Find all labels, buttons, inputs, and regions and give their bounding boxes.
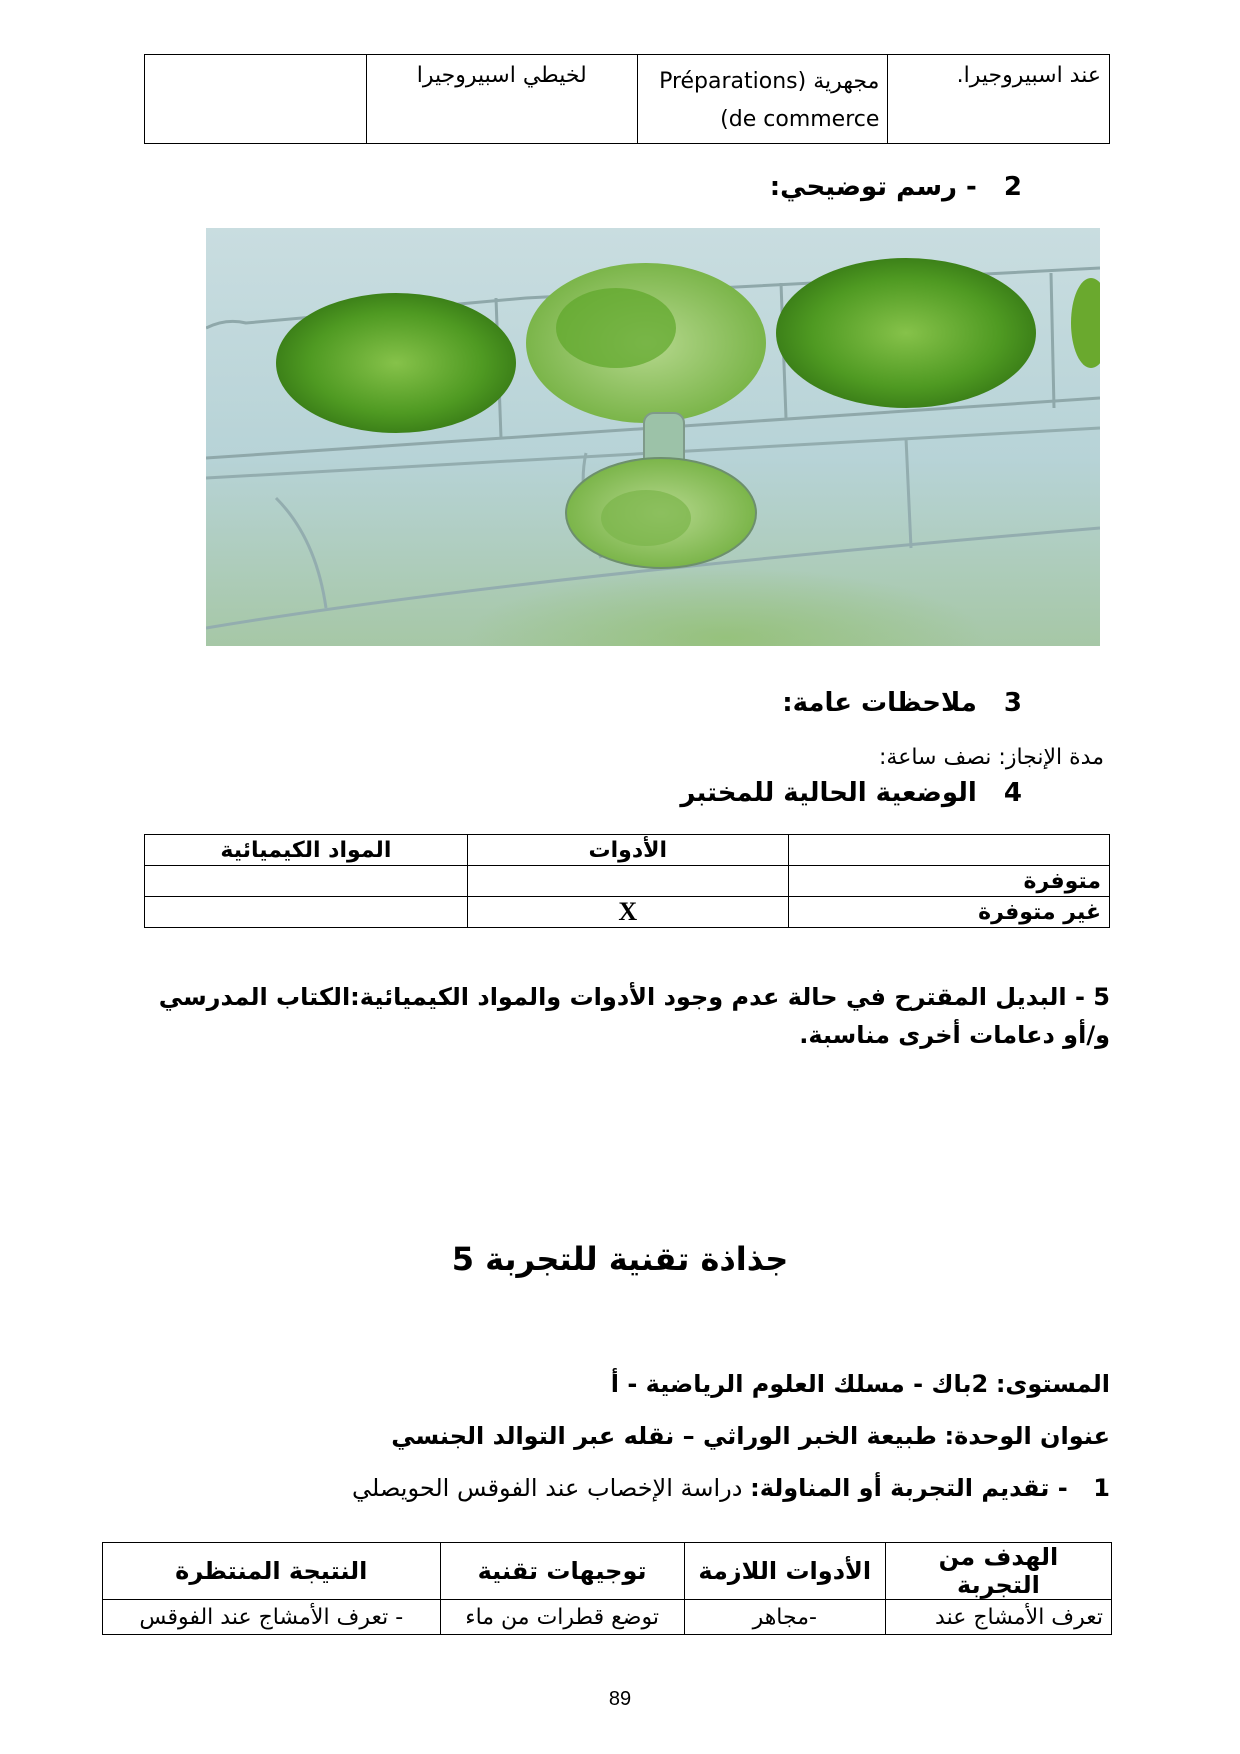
spirogyra-micrograph-svg: [206, 228, 1100, 646]
level-line: [611, 1370, 1110, 1398]
lab-header-chemicals: المواد الكيميائية: [145, 835, 468, 866]
experiment-label: - تقديم التجربة أو المناولة:: [750, 1474, 1068, 1502]
exp-header-expected-result: النتيجة المنتظرة: [103, 1543, 441, 1600]
top-table: [144, 54, 1110, 144]
lab-row-unavailable: غير متوفرة: [788, 897, 1109, 928]
section4-title: الوضعية الحالية للمختبر: [680, 778, 977, 808]
lab-available-chemicals: [145, 866, 468, 897]
experiment-number: 1: [1093, 1474, 1110, 1502]
exp-cell-guidelines: توضع قطرات من ماء: [440, 1600, 684, 1635]
duration-text: مدة الإنجاز: نصف ساعة:: [878, 745, 1104, 770]
experiment-line: [352, 1474, 1110, 1502]
top-table-cell-1: عند اسبيروجيرا.: [888, 55, 1110, 144]
lab-status-table: [144, 834, 1110, 928]
exp-header-tools: الأدوات اللازمة: [684, 1543, 885, 1600]
lab-header-blank: [788, 835, 1109, 866]
exp-cell-expected-result: - تعرف الأمشاج عند الفوقس: [103, 1600, 441, 1635]
level-label: المستوى:: [995, 1370, 1110, 1398]
section5-alternative: 5 - البديل المقترح في حالة عدم وجود الأدوات والمواد الكيميائية:الكتاب المدرسي و/أو دعامات أخرى مناسبة.: [158, 983, 1110, 1049]
unit-line: [391, 1422, 1110, 1450]
top-table-cell-4: [145, 55, 367, 144]
section2-heading: [770, 172, 1022, 202]
experiment-table: [102, 1542, 1112, 1635]
page-number: 89: [608, 1688, 632, 1710]
lab-row-available: متوفرة: [788, 866, 1109, 897]
level-value: 2باك - مسلك العلوم الرياضية - أ: [610, 1370, 989, 1398]
unit-value: طبيعة الخبر الوراثي – نقله عبر التوالد الجنسي: [391, 1422, 937, 1450]
exp-cell-tools: -مجاهر: [684, 1600, 885, 1635]
section4-number: 4: [1003, 778, 1022, 808]
section3-heading: [782, 688, 1022, 718]
section3-title: ملاحظات عامة:: [782, 688, 977, 718]
unit-label: عنوان الوحدة:: [944, 1422, 1110, 1450]
spirogyra-micrograph: [206, 228, 1100, 646]
exp-header-guidelines: توجيهات تقنية: [440, 1543, 684, 1600]
lab-header-tools: الأدوات: [467, 835, 788, 866]
sheet-title: جذاذة تقنية للتجربة 5: [451, 1240, 789, 1278]
section4-heading: [680, 778, 1022, 808]
section2-title: - رسم توضيحي:: [769, 172, 977, 202]
lab-available-tools: [467, 866, 788, 897]
lab-unavailable-chemicals: [145, 897, 468, 928]
section3-number: 3: [1003, 688, 1022, 718]
exp-header-goal: الهدف من التجربة: [885, 1543, 1111, 1600]
experiment-value: دراسة الإخصاب عند الفوقس الحويصلي: [352, 1474, 743, 1502]
top-table-cell-2: مجهرية (Préparations de commerce): [637, 55, 888, 144]
exp-cell-goal: تعرف الأمشاج عند: [885, 1600, 1111, 1635]
section2-number: 2: [1003, 172, 1022, 202]
lab-unavailable-tools-mark: X: [467, 897, 788, 928]
top-table-cell-3: لخيطي اسبيروجيرا: [366, 55, 637, 144]
